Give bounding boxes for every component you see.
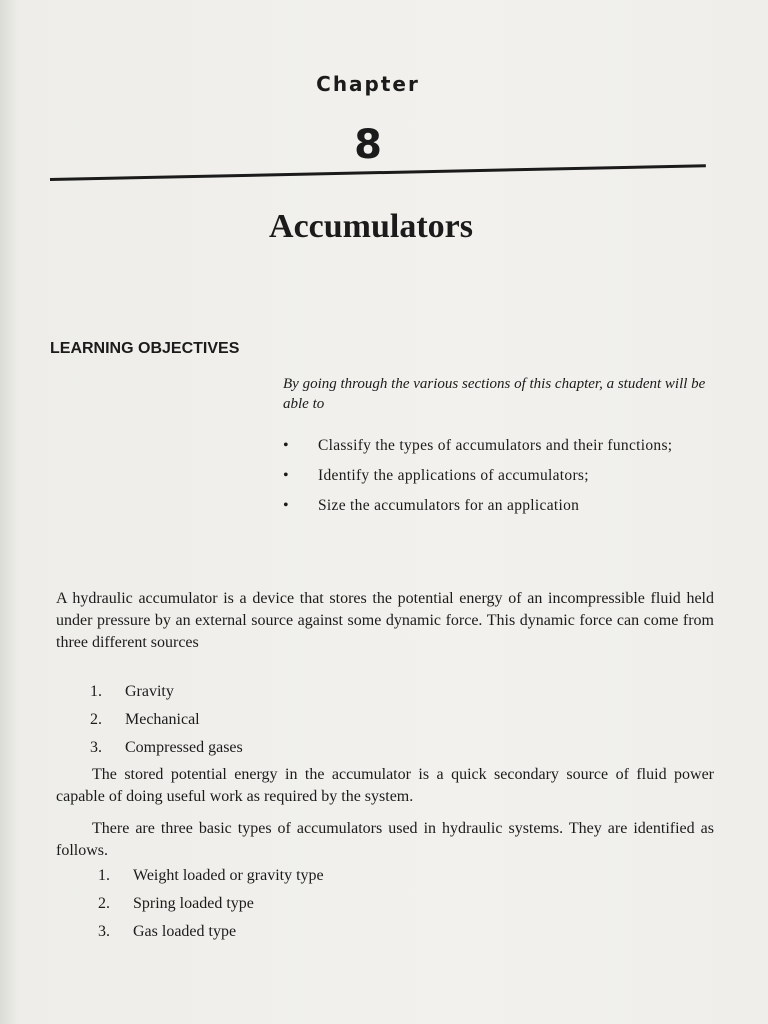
list-item: 3. Compressed gases <box>90 739 243 756</box>
body-paragraph-1: A hydraulic accumulator is a device that stores the potential energy of an incompressible fluid held under pressure by an external source against some dynamic force. This dynamic force can come from three different sources <box>56 590 714 651</box>
chapter-number: 8 <box>354 122 382 168</box>
learning-objectives-heading: LEARNING OBJECTIVES <box>50 340 240 357</box>
bullet-icon: • <box>283 467 289 484</box>
list-item: 3. Gas loaded type <box>98 923 237 940</box>
objective-text: Identify the applications of accumulators; <box>318 467 589 484</box>
list-item: 1. Gravity <box>90 683 174 700</box>
list-item: 2. Spring loaded type <box>98 895 254 912</box>
body-paragraph-2: The stored potential energy in the accumulator is a quick secondary source of fluid power capable of doing useful work as required by the system. <box>56 766 714 805</box>
chapter-title: Accumulators <box>269 208 473 245</box>
accumulator-types-list <box>98 862 324 946</box>
body-paragraph-3: There are three basic types of accumulators used in hydraulic systems. They are identified as follows. <box>56 820 714 859</box>
chapter-label: Chapter <box>316 72 420 96</box>
list-item: 1. Weight loaded or gravity type <box>98 867 324 884</box>
objective-text: Size the accumulators for an application <box>318 497 580 514</box>
learning-objectives-intro: By going through the various sections of this chapter, a student will be able to <box>283 376 706 412</box>
list-item: 2. Mechanical <box>90 711 200 728</box>
bullet-icon: • <box>283 437 289 454</box>
list-item <box>283 466 713 486</box>
objective-text: Classify the types of accumulators and their functions; <box>318 437 673 454</box>
sources-list <box>90 678 243 762</box>
bullet-icon: • <box>283 497 289 514</box>
list-item <box>283 496 713 516</box>
list-item <box>283 436 713 456</box>
learning-objectives-list <box>283 436 713 526</box>
